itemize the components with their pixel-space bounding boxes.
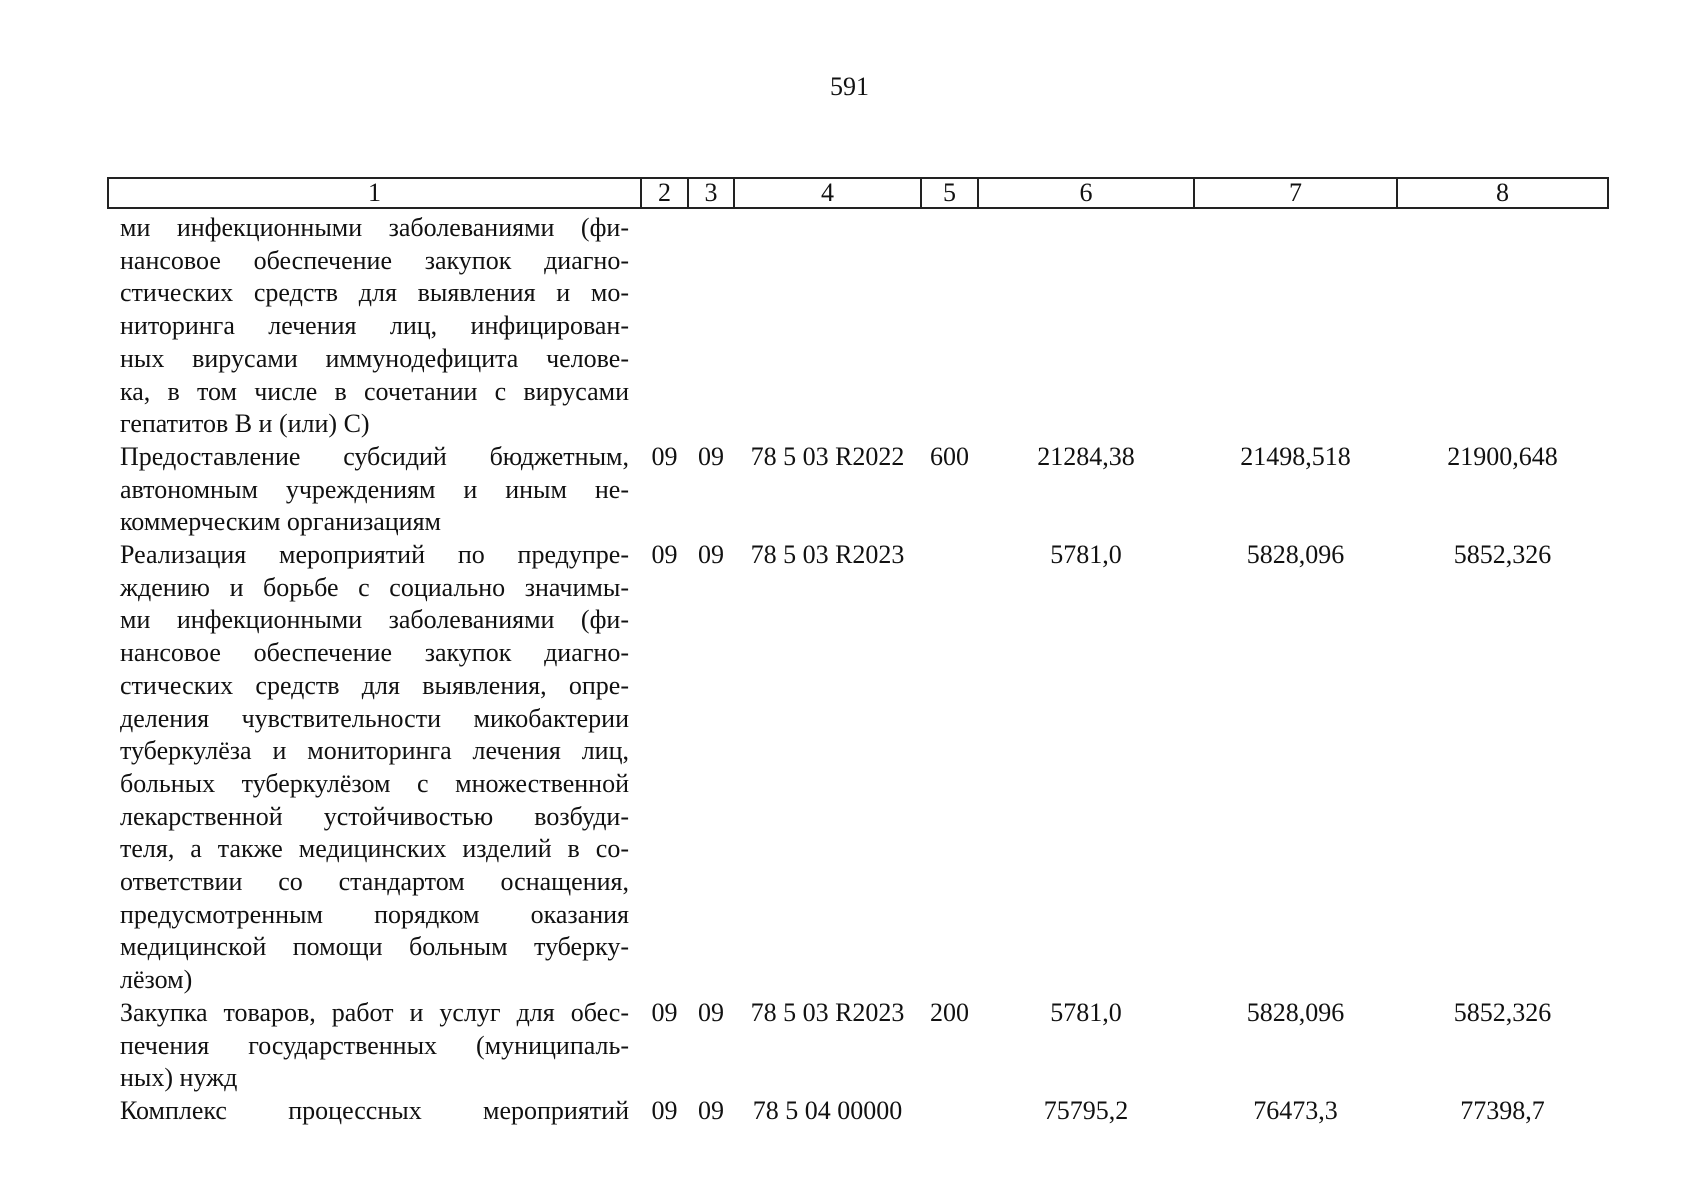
row-description bbox=[108, 208, 641, 441]
column-header-1: 1 bbox=[108, 178, 641, 208]
description-line: ждению и борьбе с социально значимы- bbox=[120, 572, 629, 602]
amount-year-1: 5781,0 bbox=[1050, 540, 1122, 570]
target-article-code bbox=[734, 208, 921, 441]
description-line: стических средств для выявления, опре- bbox=[120, 670, 629, 700]
section-code: 09 bbox=[651, 540, 678, 570]
description-line: Реализация мероприятий по предупре- bbox=[120, 540, 629, 570]
description-line: лёзом) bbox=[120, 965, 193, 995]
column-header-3: 3 bbox=[688, 178, 734, 208]
budget-table-container bbox=[107, 177, 1607, 1128]
description-line: стических средств для выявления и мо- bbox=[120, 278, 629, 308]
description-line: больных туберкулёзом с множественной bbox=[120, 768, 629, 798]
amount-year-2: 5828,096 bbox=[1246, 997, 1345, 1027]
description-line: ных вирусами иммунодефицита челове- bbox=[120, 343, 629, 373]
table-row bbox=[108, 441, 1608, 539]
row-description bbox=[108, 1095, 641, 1128]
subsection-code bbox=[688, 208, 734, 441]
amount-year-3 bbox=[1397, 208, 1608, 441]
amount-year-2: 21498,518 bbox=[1240, 441, 1351, 471]
amount-year-3: 77398,7 bbox=[1460, 1095, 1545, 1125]
amount-year-3: 21900,648 bbox=[1447, 441, 1558, 471]
description-line: деления чувствительности микобактерии bbox=[120, 703, 629, 733]
description-line: предусмотренным порядком оказания bbox=[120, 899, 629, 929]
description-line: Закупка товаров, работ и услуг для обес- bbox=[120, 997, 629, 1027]
section-code bbox=[641, 208, 688, 441]
description-line: теля, а также медицинских изделий в со- bbox=[120, 834, 629, 864]
target-article-code: 78 5 03 R2023 bbox=[750, 997, 905, 1027]
description-line: Комплекс процессных мероприятий bbox=[120, 1095, 629, 1125]
subsection-code: 09 bbox=[698, 1095, 724, 1125]
target-article-code: 78 5 03 R2022 bbox=[750, 441, 905, 471]
table-row bbox=[108, 1095, 1608, 1128]
table-row bbox=[108, 539, 1608, 997]
table-row bbox=[108, 208, 1608, 441]
target-article-code: 78 5 03 R2023 bbox=[750, 540, 905, 570]
table-row bbox=[108, 997, 1608, 1095]
amount-year-1: 5781,0 bbox=[1050, 997, 1122, 1027]
amount-year-1: 75795,2 bbox=[1043, 1095, 1129, 1125]
column-header-4: 4 bbox=[734, 178, 921, 208]
amount-year-2: 76473,3 bbox=[1253, 1095, 1338, 1125]
page-number: 591 bbox=[830, 72, 869, 101]
expense-type-code: 200 bbox=[930, 997, 969, 1027]
section-code: 09 bbox=[651, 441, 678, 471]
description-line: ниторинга лечения лиц, инфицирован- bbox=[120, 311, 629, 341]
amount-year-3: 5852,326 bbox=[1453, 540, 1552, 570]
description-line: нансовое обеспечение закупок диагно- bbox=[120, 638, 629, 668]
column-header-6: 6 bbox=[978, 178, 1194, 208]
subsection-code: 09 bbox=[698, 997, 724, 1027]
amount-year-1 bbox=[978, 208, 1194, 441]
description-line: ответствии со стандартом оснащения, bbox=[120, 867, 629, 897]
budget-table bbox=[107, 177, 1609, 1128]
target-article-code: 78 5 04 00000 bbox=[752, 1095, 903, 1125]
column-header-7: 7 bbox=[1194, 178, 1397, 208]
section-code: 09 bbox=[651, 997, 678, 1027]
description-line: ми инфекционными заболеваниями (фи- bbox=[120, 605, 629, 635]
expense-type-code bbox=[921, 539, 978, 997]
description-line: медицинской помощи больным туберку- bbox=[120, 932, 629, 962]
row-description bbox=[108, 539, 641, 997]
column-header-5: 5 bbox=[921, 178, 978, 208]
description-line: ка, в том числе в сочетании с вирусами bbox=[120, 376, 629, 406]
amount-year-2: 5828,096 bbox=[1246, 540, 1345, 570]
section-code: 09 bbox=[651, 1095, 678, 1125]
row-description bbox=[108, 997, 641, 1095]
column-header-2: 2 bbox=[641, 178, 688, 208]
amount-year-3: 5852,326 bbox=[1453, 997, 1552, 1027]
description-line: туберкулёза и мониторинга лечения лиц, bbox=[120, 736, 629, 766]
description-line: автономным учреждениям и иным не- bbox=[120, 474, 629, 504]
description-line: нансовое обеспечение закупок диагно- bbox=[120, 245, 629, 275]
amount-year-2 bbox=[1194, 208, 1397, 441]
description-line: лекарственной устойчивостью возбуди- bbox=[120, 801, 629, 831]
amount-year-1: 21284,38 bbox=[1037, 441, 1135, 471]
description-line: ных) нужд bbox=[120, 1063, 238, 1093]
subsection-code: 09 bbox=[698, 540, 724, 570]
description-line: Предоставление субсидий бюджетным, bbox=[120, 441, 629, 471]
description-line: ми инфекционными заболеваниями (фи- bbox=[120, 213, 629, 242]
expense-type-code bbox=[921, 208, 978, 441]
description-line: гепатитов В и (или) С) bbox=[120, 409, 370, 439]
row-description bbox=[108, 441, 641, 539]
description-line: коммерческим организациям bbox=[120, 507, 442, 537]
column-number-header-row bbox=[108, 178, 1608, 208]
description-line: печения государственных (муниципаль- bbox=[120, 1030, 629, 1060]
subsection-code: 09 bbox=[698, 441, 724, 471]
column-header-8: 8 bbox=[1397, 178, 1608, 208]
expense-type-code bbox=[921, 1095, 978, 1128]
expense-type-code: 600 bbox=[930, 441, 969, 471]
table-body bbox=[108, 208, 1608, 1128]
